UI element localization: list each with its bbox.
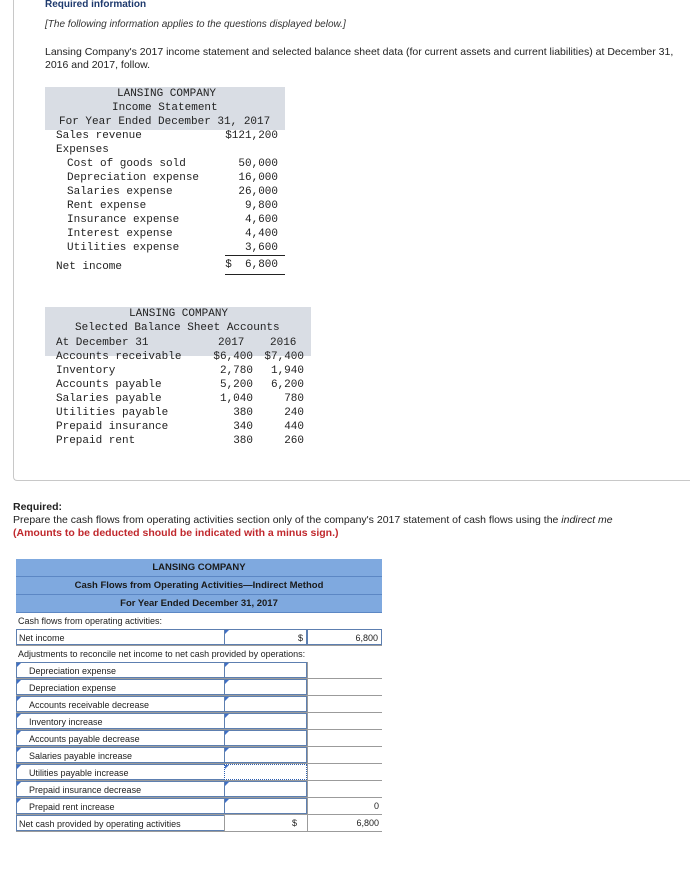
cf-adjustment-amount-input[interactable] [224, 696, 307, 712]
cf-adjustment-row [16, 679, 382, 696]
is-expenses-label: Expenses [56, 144, 109, 156]
cf-adjustment-row [16, 747, 382, 764]
input-marker-icon [225, 714, 229, 718]
is-expense-value: 26,000 [238, 186, 278, 198]
cf-adjustment-label: Prepaid insurance decrease [29, 785, 142, 795]
input-marker-icon [17, 765, 21, 769]
input-marker-icon [225, 799, 229, 803]
bs-row-label: Prepaid insurance [56, 421, 169, 433]
cf-adjustment-label-select[interactable] [16, 713, 226, 729]
cf-adjustment-label: Depreciation expense [29, 683, 117, 693]
bs-value-2016: 1,940 [270, 365, 304, 377]
cf-adjustment-amount-input[interactable] [224, 679, 307, 695]
cf-adjustment-label-select[interactable] [16, 696, 226, 712]
cf-section-row [16, 613, 382, 629]
cf-adjustment-row [16, 730, 382, 747]
cf-adjustment-row [16, 764, 382, 781]
bs-value-2017: 340 [233, 421, 253, 433]
input-marker-icon [17, 697, 21, 701]
cf-adjustment-total-cell [307, 730, 382, 746]
is-expense-value: 9,800 [244, 200, 278, 212]
input-marker-icon [17, 799, 21, 803]
cf-section-label: Cash flows from operating activities: [18, 616, 163, 626]
bs-value-2017: $6,400 [213, 351, 253, 363]
cf-adjustment-label-select[interactable] [16, 662, 226, 678]
cf-adjustment-amount-input[interactable] [224, 713, 307, 729]
info-note: [The following information applies to the questions displayed below.] [45, 19, 346, 30]
is-expense-label: Rent expense [67, 200, 147, 212]
input-marker-icon [225, 680, 229, 684]
cf-net-income-label-cell [16, 629, 226, 645]
cf-adjustment-row [16, 781, 382, 798]
is-sales-value: $121,200 [225, 130, 278, 142]
input-marker-icon [225, 630, 229, 634]
input-marker-icon [225, 748, 229, 752]
bs-title: Selected Balance Sheet Accounts [75, 322, 280, 334]
cf-adjustment-label: Accounts receivable decrease [29, 700, 150, 710]
cf-adjustment-amount-input[interactable] [224, 781, 307, 797]
is-period: For Year Ended December 31, 2017 [59, 116, 271, 128]
cf-adjustment-label: Depreciation expense [29, 666, 117, 676]
is-title: Income Statement [112, 102, 218, 114]
cf-adjustment-label-select[interactable] [16, 764, 226, 780]
cf-adjustment-amount-input[interactable] [224, 764, 307, 780]
is-expense-value: 4,400 [244, 228, 278, 240]
cf-adjustment-label: Prepaid rent increase [29, 802, 115, 812]
bs-row-label: Prepaid rent [56, 435, 136, 447]
bs-value-2017: 5,200 [219, 379, 253, 391]
bs-col-2017: 2017 [218, 337, 245, 349]
cf-adjustment-total-cell [307, 781, 382, 797]
required-note: (Amounts to be deducted should be indicated with a minus sign.) [13, 527, 339, 539]
input-marker-icon [225, 765, 229, 769]
cf-adjustment-row [16, 713, 382, 730]
bs-value-2017: 1,040 [219, 393, 253, 405]
is-expense-value: 4,600 [244, 214, 278, 226]
cf-adjustment-label: Salaries payable increase [29, 751, 133, 761]
is-expense-value: 50,000 [238, 158, 278, 170]
is-expense-label: Interest expense [67, 228, 173, 240]
cf-adjustment-total: 0 [373, 801, 379, 811]
is-expense-value: 3,600 [244, 242, 278, 254]
bs-value-2016: 780 [284, 393, 304, 405]
cf-adjustment-amount-input[interactable] [224, 798, 307, 814]
required-label: Required: [13, 501, 63, 513]
is-company: LANSING COMPANY [117, 88, 217, 100]
bs-row-label: Accounts payable [56, 379, 162, 391]
bs-row-label: Inventory [56, 365, 116, 377]
bs-col-2016: 2016 [270, 337, 297, 349]
bs-value-2016: 6,200 [270, 379, 304, 391]
cf-net-cash-label-cell [16, 815, 226, 831]
input-marker-icon [17, 731, 21, 735]
bs-value-2016: 240 [284, 407, 304, 419]
cf-company: LANSING COMPANY [16, 559, 382, 577]
cf-net-income-value: 6,800 [355, 633, 378, 643]
cf-adjustment-label: Utilities payable increase [29, 768, 129, 778]
bs-row-label: Utilities payable [56, 407, 169, 419]
cf-title: Cash Flows from Operating Activities—Indirect Method [16, 577, 382, 595]
required-text-main: Prepare the cash flows from operating activities section only of the company's 2017 statement of cash flows using the [13, 514, 562, 526]
bs-date-label: At December 31 [56, 337, 149, 349]
is-expense-label: Depreciation expense [67, 172, 200, 184]
input-marker-icon [17, 663, 21, 667]
cf-adjustment-total-cell [307, 679, 382, 695]
bs-value-2016: 440 [284, 421, 304, 433]
input-marker-icon [225, 697, 229, 701]
is-expense-label: Insurance expense [67, 214, 180, 226]
cf-adjustment-list [16, 662, 382, 815]
cf-adjustment-total-cell [307, 713, 382, 729]
bs-value-2017: 380 [233, 435, 253, 447]
income-statement [45, 87, 285, 276]
cf-net-income-label: Net income [19, 633, 65, 643]
is-expense-label: Cost of goods sold [67, 158, 186, 170]
is-expense-value: 16,000 [238, 172, 278, 184]
required-text-italic: indirect me [561, 514, 613, 526]
cf-adjustment-amount-input[interactable] [224, 662, 307, 678]
cf-net-income-currency: $ [297, 633, 303, 643]
bs-value-2016: 260 [284, 435, 304, 447]
required-text [13, 514, 613, 526]
cash-flow-table [16, 559, 382, 832]
cf-net-income-total [307, 629, 382, 645]
cf-adjustment-label-select[interactable] [16, 730, 226, 746]
cf-net-income-row [16, 629, 382, 646]
bs-row-label: Accounts receivable [56, 351, 182, 363]
cf-adjustment-row [16, 798, 382, 815]
is-rule [225, 255, 285, 256]
required-info-title: Required information [45, 0, 147, 10]
cf-adjustment-total-cell [307, 747, 382, 763]
is-net-income-value: $ 6,800 [225, 259, 278, 271]
is-expense-label: Utilities expense [67, 242, 180, 254]
cf-adjustment-total-cell [307, 696, 382, 712]
income-statement-header [45, 87, 285, 130]
cf-net-income-input[interactable] [224, 629, 307, 645]
cf-adjustment-amount-input[interactable] [224, 747, 307, 763]
input-marker-icon [225, 731, 229, 735]
cf-net-cash-row [16, 815, 382, 832]
cf-adjustment-label-select[interactable] [16, 747, 226, 763]
is-expense-label: Salaries expense [67, 186, 173, 198]
bs-value-2017: 2,780 [219, 365, 253, 377]
bs-row-label: Salaries payable [56, 393, 162, 405]
input-marker-icon [225, 663, 229, 667]
cf-adjustment-total-cell [307, 798, 382, 814]
cf-adjustment-total-cell [307, 764, 382, 780]
is-double-rule [225, 274, 285, 275]
bs-company: LANSING COMPANY [129, 308, 229, 320]
bs-value-2017: 380 [233, 407, 253, 419]
cf-adjustment-label-select[interactable] [16, 679, 226, 695]
input-marker-icon [17, 680, 21, 684]
input-marker-icon [17, 782, 21, 786]
cf-net-cash-currency: $ [292, 818, 298, 828]
cf-adjustments-label: Adjustments to reconcile net income to net cash provided by operations: [18, 649, 306, 659]
is-sales-label: Sales revenue [56, 130, 142, 142]
cf-adjustment-label: Accounts payable decrease [29, 734, 140, 744]
is-net-income-label: Net income [56, 261, 123, 273]
bs-value-2016: $7,400 [264, 351, 304, 363]
cf-net-cash-total [292, 815, 382, 831]
input-marker-icon [225, 782, 229, 786]
cf-adjustments-row [16, 646, 382, 662]
cf-net-cash-value: 6,800 [356, 818, 379, 828]
cf-net-cash-label: Net cash provided by operating activities [19, 819, 181, 829]
cf-adjustment-label: Inventory increase [29, 717, 103, 727]
cf-adjustment-amount-input[interactable] [224, 730, 307, 746]
cf-adjustment-label-select[interactable] [16, 798, 226, 814]
balance-sheet [45, 307, 311, 461]
input-marker-icon [17, 748, 21, 752]
intro-text: Lansing Company's 2017 income statement and selected balance sheet data (for current assets and current liabilities) at December 31, 2016 and 2017, follow. [45, 46, 674, 71]
input-marker-icon [17, 714, 21, 718]
cf-adjustment-row [16, 696, 382, 713]
cf-adjustment-label-select[interactable] [16, 781, 226, 797]
cf-adjustment-total-cell [307, 662, 382, 678]
cf-period: For Year Ended December 31, 2017 [16, 595, 382, 613]
cf-adjustment-row [16, 662, 382, 679]
